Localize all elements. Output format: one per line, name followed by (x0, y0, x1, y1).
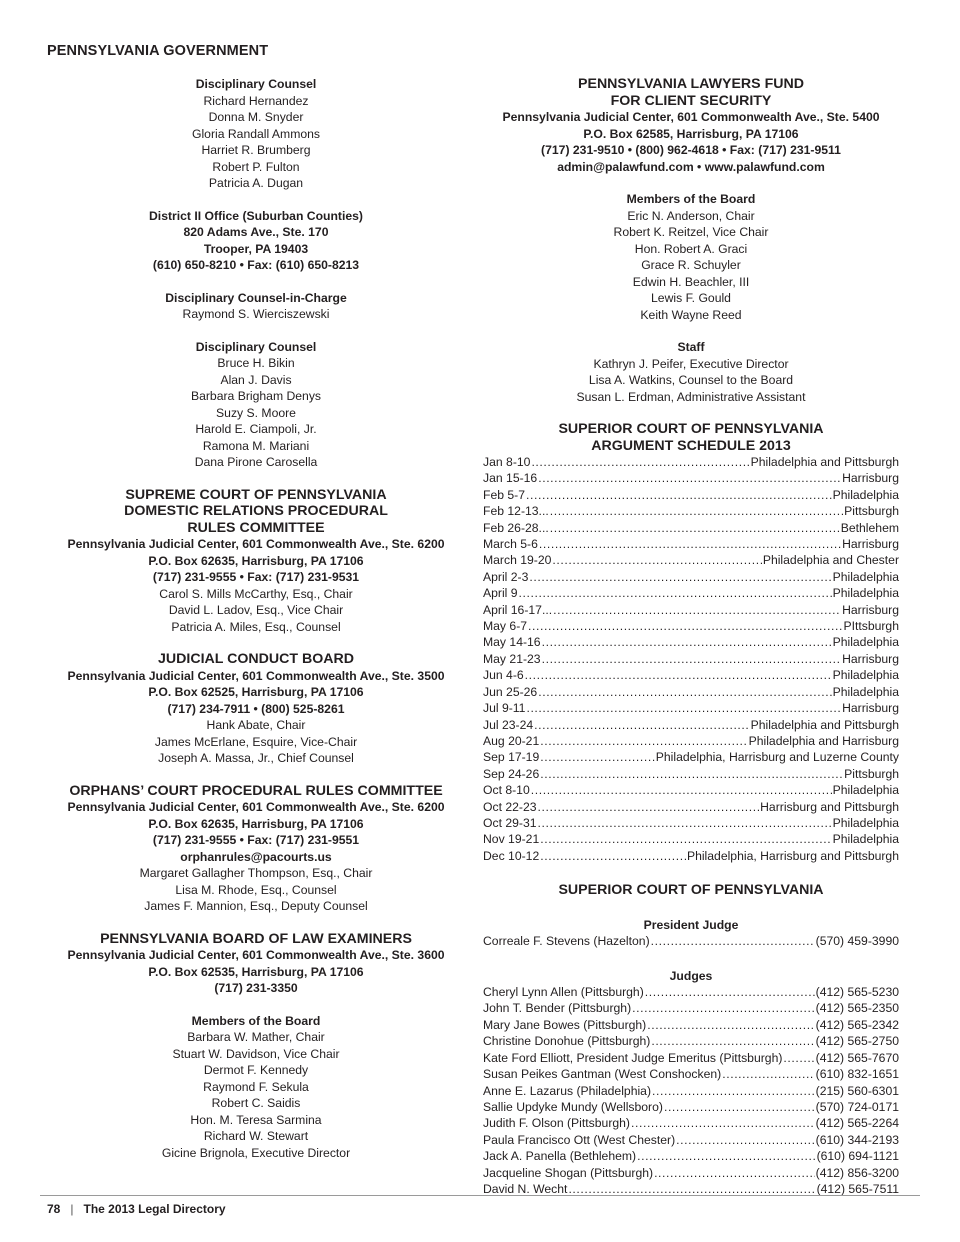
schedule-location: Philadelphia (832, 684, 899, 699)
schedule-location: Harrisburg (842, 537, 899, 552)
counsel-in-charge-heading: Disciplinary Counsel-in-Charge (165, 290, 347, 305)
schedule-location: Philadelphia (832, 832, 899, 847)
schedule-date: March 5-6 (483, 537, 538, 552)
district-office-heading: District II Office (Suburban Counties) (149, 208, 363, 223)
schedule-location: Philadelphia (832, 586, 899, 601)
phone-line: (717) 231-9555 • Fax: (717) 231-9531 (152, 570, 360, 584)
section-title: SUPREME COURT OF PENNSYLVANIA (125, 486, 387, 503)
table-row (483, 618, 899, 634)
schedule-location: PIttsburgh (843, 619, 899, 634)
table-row (483, 815, 899, 831)
address-line: Pennsylvania Judicial Center, 601 Commonwealth Ave., Ste. 3600 (67, 948, 445, 962)
schedule-date: Jan 8-10 (483, 455, 531, 469)
publication-title: The 2013 Legal Directory (83, 1202, 226, 1216)
schedule-location: Pittsburgh (844, 504, 899, 519)
section-title: PENNSYLVANIA BOARD OF LAW EXAMINERS (100, 930, 412, 947)
table-row (483, 667, 899, 683)
schedule-date: May 6-7 (483, 619, 528, 634)
table-row (483, 1083, 899, 1099)
table-row (483, 848, 899, 864)
table-row (483, 933, 899, 949)
address-line: P.O. Box 62525, Harrisburg, PA 17106 (148, 685, 364, 699)
section-title: ORPHANS’ COURT PROCEDURAL RULES COMMITTEE (69, 782, 443, 799)
table-row (483, 454, 899, 470)
list-item: Barbara W. Mather, Chair (187, 1030, 325, 1044)
judge-name: Anne E. Lazarus (Philadelphia) (483, 1083, 652, 1098)
president-judge-heading: President Judge (643, 917, 739, 932)
address-line: P.O. Box 62635, Harrisburg, PA 17106 (148, 816, 364, 831)
schedule-location: Philadelphia and Chester (762, 553, 899, 568)
right-column (483, 76, 899, 1197)
address-line: P.O. Box 62585, Harrisburg, PA 17106 (583, 126, 799, 141)
schedule-location: Philadelphia (832, 635, 899, 650)
district-office-city: Trooper, PA 19403 (203, 241, 309, 256)
left-column (47, 76, 465, 1161)
schedule-date: May 14-16 (483, 635, 541, 650)
schedule-date: Nov 19-21 (483, 832, 540, 847)
schedule-location: Philadelphia (832, 783, 899, 798)
table-row (483, 717, 899, 733)
list-item: Ramona M. Mariani (202, 438, 310, 453)
list-item: Edwin H. Beachler, III (632, 274, 750, 289)
list-item: Lisa A. Watkins, Counsel to the Board (588, 373, 794, 387)
table-row (483, 602, 899, 618)
list-item: Susan L. Erdman, Administrative Assistant (576, 389, 806, 404)
judge-name: Jacqueline Shogan (Pittsburgh) (483, 1165, 654, 1180)
schedule-location: Philadelphia (832, 487, 899, 502)
list-item: Lisa M. Rhode, Esq., Counsel (175, 882, 337, 897)
table-row (483, 1099, 899, 1115)
table-row (483, 749, 899, 765)
page-footer (47, 1202, 226, 1216)
table-row (483, 733, 899, 749)
list-item: Richard W. Stewart (203, 1129, 309, 1143)
members-heading: Members of the Board (191, 1013, 321, 1028)
table-row (483, 487, 899, 503)
schedule-date: May 21-23 (483, 651, 541, 666)
phone-line: (717) 234-7911 • (800) 525-8261 (167, 701, 345, 716)
list-item: Donna M. Snyder (208, 110, 304, 124)
schedule-location: Harrisburg and Pittsburgh (760, 799, 899, 814)
list-item: Robert C. Saidis (211, 1096, 301, 1110)
section-title: JUDICIAL CONDUCT BOARD (158, 651, 354, 667)
list-item: Hon. Robert A. Graci (634, 241, 748, 256)
list-item: Dermot F. Kennedy (203, 1063, 309, 1077)
list-item: Suzy S. Moore (216, 405, 296, 420)
section-title: FOR CLIENT SECURITY (610, 92, 772, 109)
judge-name: David N. Wecht (483, 1181, 568, 1196)
list-item: Raymond S. Wierciszewski (182, 307, 330, 321)
schedule-date: April 2-3 (483, 569, 529, 584)
section-title: PENNSYLVANIA LAWYERS FUND (578, 76, 804, 92)
address-line: P.O. Box 62535, Harrisburg, PA 17106 (148, 964, 364, 979)
schedule-location: Pittsburgh (844, 766, 899, 781)
list-item: Grace R. Schuyler (641, 258, 741, 272)
schedule-location: Philadelphia and Pittsburgh (750, 455, 899, 469)
table-row (483, 1132, 899, 1148)
table-row (483, 585, 899, 601)
schedule-location: Harrisburg (842, 471, 899, 486)
list-item: James McErlane, Esquire, Vice-Chair (154, 734, 358, 749)
judge-phone: (412) 565-7670 (815, 1050, 899, 1065)
list-item: Kathryn J. Peifer, Executive Director (593, 356, 789, 371)
list-item: Alan J. Davis (220, 372, 292, 387)
schedule-location: Harrisburg (842, 701, 899, 716)
judge-phone: (570) 459-3990 (815, 934, 899, 949)
page-number: 78 (47, 1202, 61, 1216)
phone-line: (717) 231-9555 • Fax: (717) 231-9551 (152, 833, 360, 847)
schedule-date: Oct 8-10 (483, 783, 530, 798)
judges-heading: Judges (669, 968, 713, 983)
section-title: SUPERIOR COURT OF PENNSYLVANIA (558, 882, 824, 899)
address-line: Pennsylvania Judicial Center, 601 Commonwealth Ave., Ste. 6200 (67, 800, 445, 814)
schedule-date: Aug 20-21 (483, 733, 540, 748)
table-row (483, 1033, 899, 1049)
list-item: Barbara Brigham Denys (190, 389, 322, 403)
table-row (483, 634, 899, 650)
judge-phone: (215) 560-6301 (815, 1083, 899, 1098)
table-row (483, 684, 899, 700)
schedule-location: Harrisburg (842, 651, 899, 666)
table-row (483, 1017, 899, 1033)
table-row (483, 1148, 899, 1164)
judge-name: Sallie Updyke Mundy (Wellsboro) (483, 1099, 663, 1114)
section-header: PENNSYLVANIA GOVERNMENT (47, 43, 269, 59)
judge-name: Susan Peikes Gantman (West Conshocken) (483, 1067, 722, 1082)
list-item: Eric N. Anderson, Chair (627, 208, 755, 223)
phone-line: (717) 231-9510 • (800) 962-4618 • Fax: (717) 231-9511 (541, 143, 841, 157)
judge-name: Mary Jane Bowes (Pittsburgh) (483, 1017, 647, 1032)
schedule-location: Bethlehem (840, 520, 899, 535)
list-item: Harriet R. Brumberg (201, 143, 311, 157)
judge-phone: (610) 344-2193 (815, 1132, 899, 1147)
table-row (483, 766, 899, 782)
list-item: Robert K. Reitzel, Vice Chair (613, 225, 769, 239)
list-item: Joseph A. Massa, Jr., Chief Counsel (158, 751, 354, 765)
schedule-date: Jul 23-24 (483, 717, 534, 732)
list-item: Gicine Brignola, Executive Director (161, 1145, 351, 1160)
judge-phone: (570) 724-0171 (815, 1099, 899, 1114)
email-line: orphanrules@pacourts.us (180, 849, 332, 864)
table-row (483, 782, 899, 798)
judge-name: Christine Donohue (Pittsburgh) (483, 1034, 651, 1049)
table-row (483, 799, 899, 815)
judge-name: John T. Bender (Pittsburgh) (483, 1001, 632, 1016)
table-row (483, 1066, 899, 1082)
schedule-location: Harrisburg (842, 602, 899, 617)
list-item: Patricia A. Miles, Esq., Counsel (171, 619, 341, 634)
staff-heading: Staff (677, 340, 705, 354)
schedule-location: Philadelphia and Pittsburgh (750, 717, 899, 732)
table-row (483, 1050, 899, 1066)
schedule-location: Philadelphia (832, 815, 899, 830)
schedule-location: Philadelphia and Harrisburg (748, 733, 899, 748)
list-item: Dana Pirone Carosella (194, 455, 318, 469)
table-row (483, 569, 899, 585)
schedule-date: Sep 17-19 (483, 750, 540, 765)
schedule-date: Feb 12-13... (483, 504, 549, 519)
section-title: SUPERIOR COURT OF PENNSYLVANIA (558, 421, 824, 437)
list-item: Carol S. Mills McCarthy, Esq., Chair (159, 586, 353, 601)
list-item: Robert P. Fulton (212, 159, 300, 174)
table-row (483, 470, 899, 486)
list-item: Gloria Randall Ammons (191, 126, 321, 141)
schedule-date: Oct 29-31 (483, 815, 537, 830)
table-row (483, 520, 899, 536)
address-line: Pennsylvania Judicial Center, 601 Commonwealth Ave., Ste. 6200 (67, 537, 445, 551)
schedule-location: Philadelphia, Harrisburg and Pittsburgh (686, 848, 899, 863)
address-line: Pennsylvania Judicial Center, 601 Commonwealth Ave., Ste. 5400 (502, 110, 880, 124)
list-item: Hank Abate, Chair (206, 718, 306, 732)
schedule-location: Philadelphia, Harrisburg and Luzerne County (655, 750, 899, 765)
judge-phone: (412) 565-2342 (815, 1017, 899, 1032)
list-item: David L. Ladov, Esq., Vice Chair (168, 603, 344, 617)
table-row (483, 536, 899, 552)
schedule-date: April 9 (483, 586, 518, 601)
judge-phone: (610) 832-1651 (815, 1067, 899, 1082)
judge-name: Correale F. Stevens (Hazelton) (483, 934, 650, 949)
schedule-date: Dec 10-12 (483, 848, 540, 863)
judge-name: Kate Ford Elliott, President Judge Emeritus (Pittsburgh) (483, 1050, 783, 1065)
judge-phone: (412) 565-2350 (815, 1001, 899, 1016)
disciplinary-counsel-heading: Disciplinary Counsel (195, 77, 317, 91)
table-row (483, 651, 899, 667)
judge-phone: (412) 565-2750 (815, 1034, 899, 1049)
disciplinary-counsel-heading: Disciplinary Counsel (195, 339, 317, 354)
list-item: Raymond F. Sekula (203, 1079, 309, 1094)
table-row (483, 552, 899, 568)
list-item: Stuart W. Davidson, Vice Chair (172, 1046, 340, 1061)
table-row (483, 503, 899, 519)
section-title: DOMESTIC RELATIONS PROCEDURAL (124, 503, 388, 519)
list-item: Richard Hernandez (203, 93, 309, 108)
phone-line: (717) 231-3350 (214, 981, 298, 995)
district-office-street: 820 Adams Ave., Ste. 170 (183, 225, 329, 239)
schedule-date: Feb 5-7 (483, 487, 526, 502)
list-item: Patricia A. Dugan (208, 176, 304, 190)
list-item: James F. Mannion, Esq., Deputy Counsel (144, 899, 368, 913)
judge-phone: (610) 694-1121 (816, 1149, 899, 1164)
schedule-location: Philadelphia (832, 668, 899, 683)
list-item: Keith Wayne Reed (640, 307, 742, 322)
list-item: Lewis F. Gould (651, 291, 731, 305)
table-row (483, 1165, 899, 1181)
list-item: Bruce H. Bikin (217, 356, 295, 370)
section-title: ARGUMENT SCHEDULE 2013 (591, 437, 791, 454)
members-heading: Members of the Board (626, 192, 756, 206)
address-line: Pennsylvania Judicial Center, 601 Commonwealth Ave., Ste. 3500 (67, 668, 445, 683)
judge-phone: (412) 565-5230 (815, 985, 899, 1000)
footer-separator: | (70, 1202, 74, 1216)
list-item: Margaret Gallagher Thompson, Esq., Chair (139, 866, 373, 880)
judge-phone: (412) 856-3200 (815, 1165, 899, 1180)
district-office-phone: (610) 650-8210 • Fax: (610) 650-8213 (152, 258, 360, 272)
table-row (483, 1115, 899, 1131)
judge-name: Judith F. Olson (Pittsburgh) (483, 1116, 630, 1131)
schedule-date: March 19-20 (483, 553, 552, 568)
email-web-line: admin@palawfund.com • www.palawfund.com (557, 159, 825, 174)
schedule-date: April 16-17... (483, 602, 553, 617)
table-row (483, 984, 899, 1000)
judge-name: Paula Francisco Ott (West Chester) (483, 1132, 676, 1147)
argument-schedule-list (483, 454, 899, 864)
table-row (483, 1000, 899, 1016)
schedule-date: Jun 25-26 (483, 684, 538, 699)
schedule-date: Sep 24-26 (483, 766, 540, 781)
schedule-date: Jun 4-6 (483, 668, 524, 683)
table-row (483, 700, 899, 716)
judge-phone: (412) 565-7511 (816, 1181, 899, 1196)
schedule-date: Oct 22-23 (483, 799, 537, 814)
schedule-date: Feb 26-28... (483, 520, 549, 535)
footer-divider (40, 1195, 920, 1196)
schedule-date: Jul 9-11 (483, 701, 526, 716)
judge-phone: (412) 565-2264 (815, 1116, 899, 1131)
judge-name: Cheryl Lynn Allen (Pittsburgh) (483, 985, 644, 1000)
judges-list (483, 984, 899, 1197)
section-title: RULES COMMITTEE (187, 519, 325, 536)
list-item: Harold E. Ciampoli, Jr. (195, 422, 317, 436)
table-row (483, 831, 899, 847)
schedule-date: Jan 15-16 (483, 471, 538, 486)
schedule-location: Philadelphia (832, 569, 899, 584)
list-item: Hon. M. Teresa Sarmina (190, 1112, 322, 1127)
address-line: P.O. Box 62635, Harrisburg, PA 17106 (148, 553, 364, 568)
judge-name: Jack A. Panella (Bethlehem) (483, 1149, 637, 1164)
